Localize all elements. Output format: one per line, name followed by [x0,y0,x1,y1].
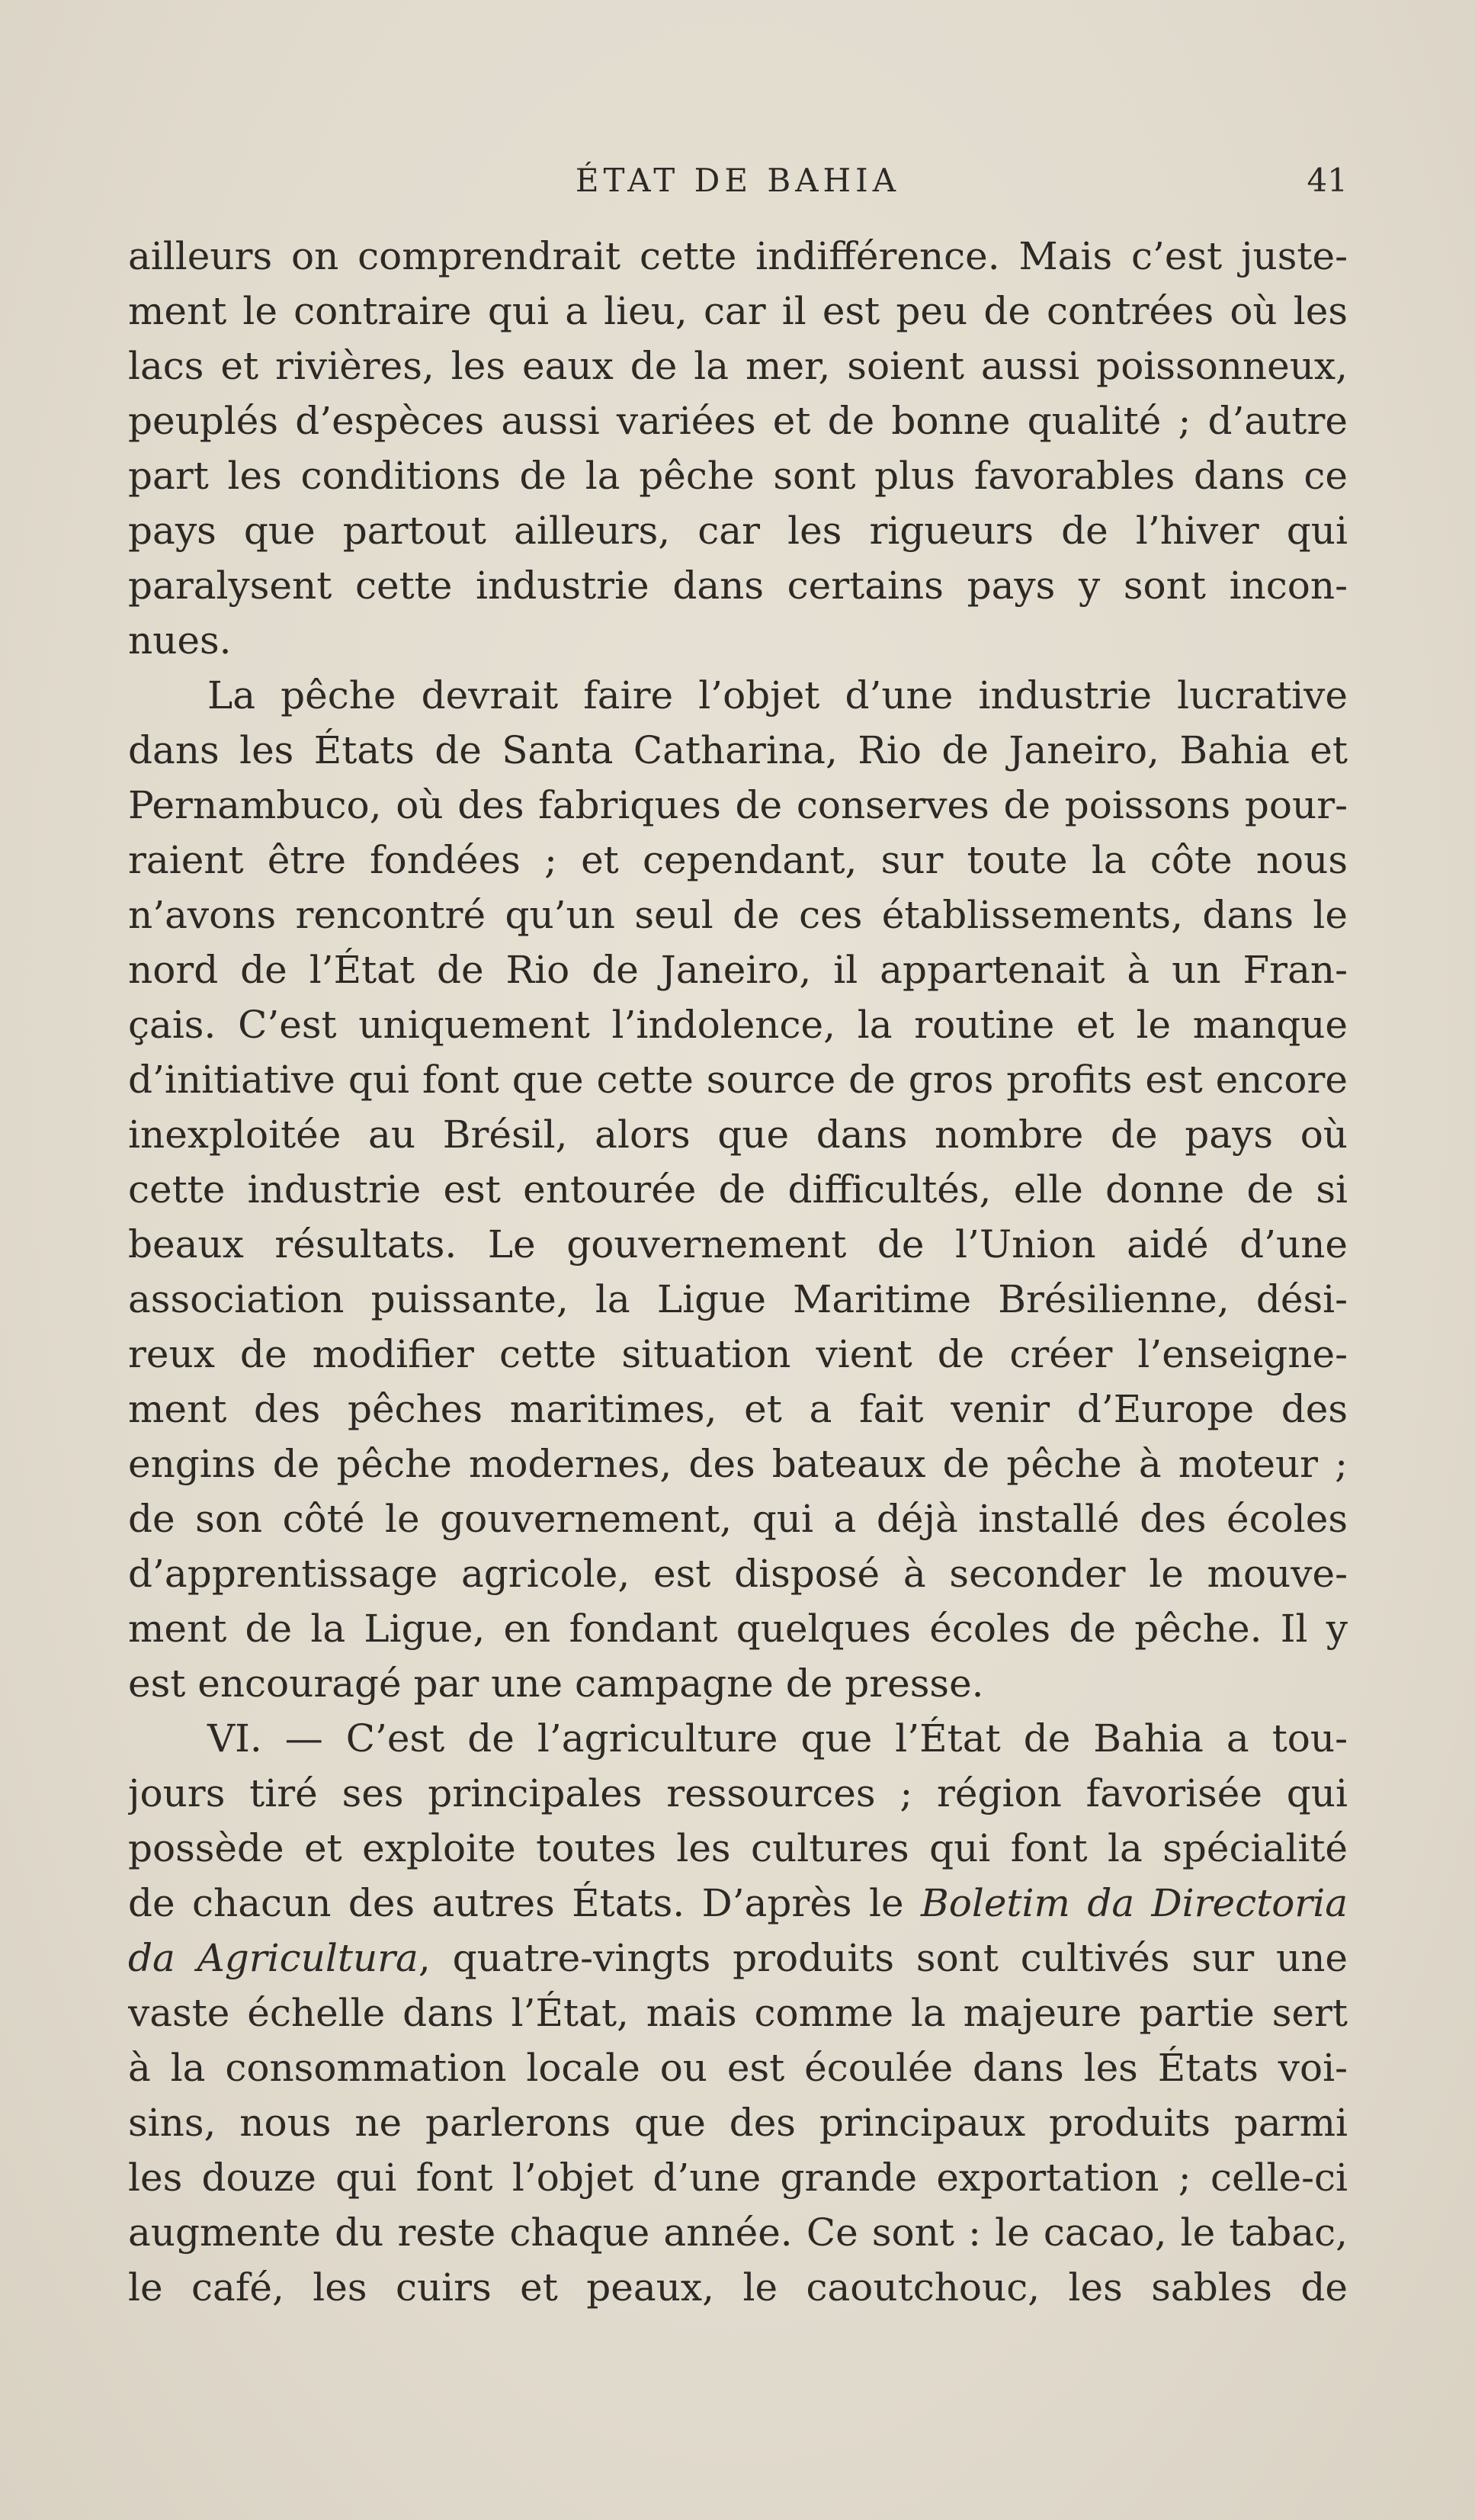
text-segment: de chacun des autres États. D’après le [128,1881,904,1925]
text-line: part les conditions de la pêche sont plus favorables dans ce [128,454,1348,498]
text-line: nord de l’État de Rio de Janeiro, il appartenait à un Fran- [128,948,1348,992]
text-line: raient être fondées ; et cependant, sur toute la côte nous [128,838,1348,882]
italic-title: Boletim da Directoria [920,1881,1348,1925]
text-line: ment le contraire qui a lieu, car il est peu de contrées où les [128,289,1348,333]
text-line: de son côté le gouvernement, qui a déjà installé des écoles [128,1497,1348,1541]
text-line: La pêche devrait faire l’objet d’une industrie lucrative [207,673,1348,717]
text-segment: , quatre-vingts produits sont cultivés sur une [418,1936,1348,1980]
text-line: d’apprentissage agricole, est disposé à seconder le mouve- [128,1552,1348,1596]
text-line: VI. — C’est de l’agriculture que l’État de Bahia a tou- [207,1716,1348,1761]
running-head [128,162,1348,207]
text-line: dans les États de Santa Catharina, Rio de Janeiro, Bahia et [128,728,1348,772]
paragraph [128,668,1348,1711]
text-line: paralysent cette industrie dans certains pays y sont incon- [128,563,1348,608]
text-line: inexploitée au Brésil, alors que dans nombre de pays où [128,1112,1348,1157]
text-line: ment des pêches maritimes, et a fait venir d’Europe des [128,1387,1348,1431]
text-line: n’avons rencontré qu’un seul de ces établissements, dans le [128,893,1348,937]
text-line: pays que partout ailleurs, car les rigueurs de l’hiver qui [128,509,1348,553]
text-line: à la consommation locale ou est écoulée dans les États voi- [128,2046,1348,2090]
text-line: est encouragé par une campagne de presse. [128,1661,984,1706]
text-line: association puissante, la Ligue Maritime Brésilienne, dési- [128,1277,1348,1321]
text-line: çais. C’est uniquement l’indolence, la routine et le manque [128,1003,1348,1047]
body-text [128,229,1348,2315]
text-line: engins de pêche modernes, des bateaux de pêche à moteur ; [128,1442,1348,1486]
paragraph [128,229,1348,668]
text-line: Pernambuco, où des fabriques de conserves de poissons pour- [128,783,1348,827]
text-line: vaste échelle dans l’État, mais comme la majeure partie sert [128,1991,1348,2035]
text-line: nues. [128,618,232,663]
text-line: reux de modifier cette situation vient de créer l’enseigne- [128,1332,1348,1376]
page-number: 41 [1307,162,1348,199]
text-line: le café, les cuirs et peaux, le caoutchouc, les sables de [128,2265,1348,2310]
text-line: les douze qui font l’objet d’une grande exportation ; celle-ci [128,2156,1348,2200]
running-title: ÉTAT DE BAHIA [575,162,901,199]
text-line: augmente du reste chaque année. Ce sont : le cacao, le tabac, [128,2210,1348,2255]
paragraph [128,1711,1348,2315]
text-line: beaux résultats. Le gouvernement de l’Union aidé d’une [128,1222,1348,1266]
text-line-with-italic [128,1931,1348,1986]
text-line: jours tiré ses principales ressources ; région favorisée qui [128,1771,1348,1815]
text-line: lacs et rivières, les eaux de la mer, soient aussi poissonneux, [128,344,1348,388]
text-line: sins, nous ne parlerons que des principaux produits parmi [128,2101,1348,2145]
text-line: possède et exploite toutes les cultures qui font la spécialité [128,1826,1348,1870]
italic-title: da Agricultura [128,1936,418,1980]
text-line-with-italic [128,1876,1348,1931]
text-line: ment de la Ligue, en fondant quelques écoles de pêche. Il y [128,1607,1348,1651]
text-line: peuplés d’espèces aussi variées et de bonne qualité ; d’autre [128,399,1348,443]
text-line: ailleurs on comprendrait cette indifférence. Mais c’est juste- [128,234,1348,278]
text-line: d’initiative qui font que cette source de gros profits est encore [128,1058,1348,1102]
text-line: cette industrie est entourée de difficultés, elle donne de si [128,1167,1348,1212]
